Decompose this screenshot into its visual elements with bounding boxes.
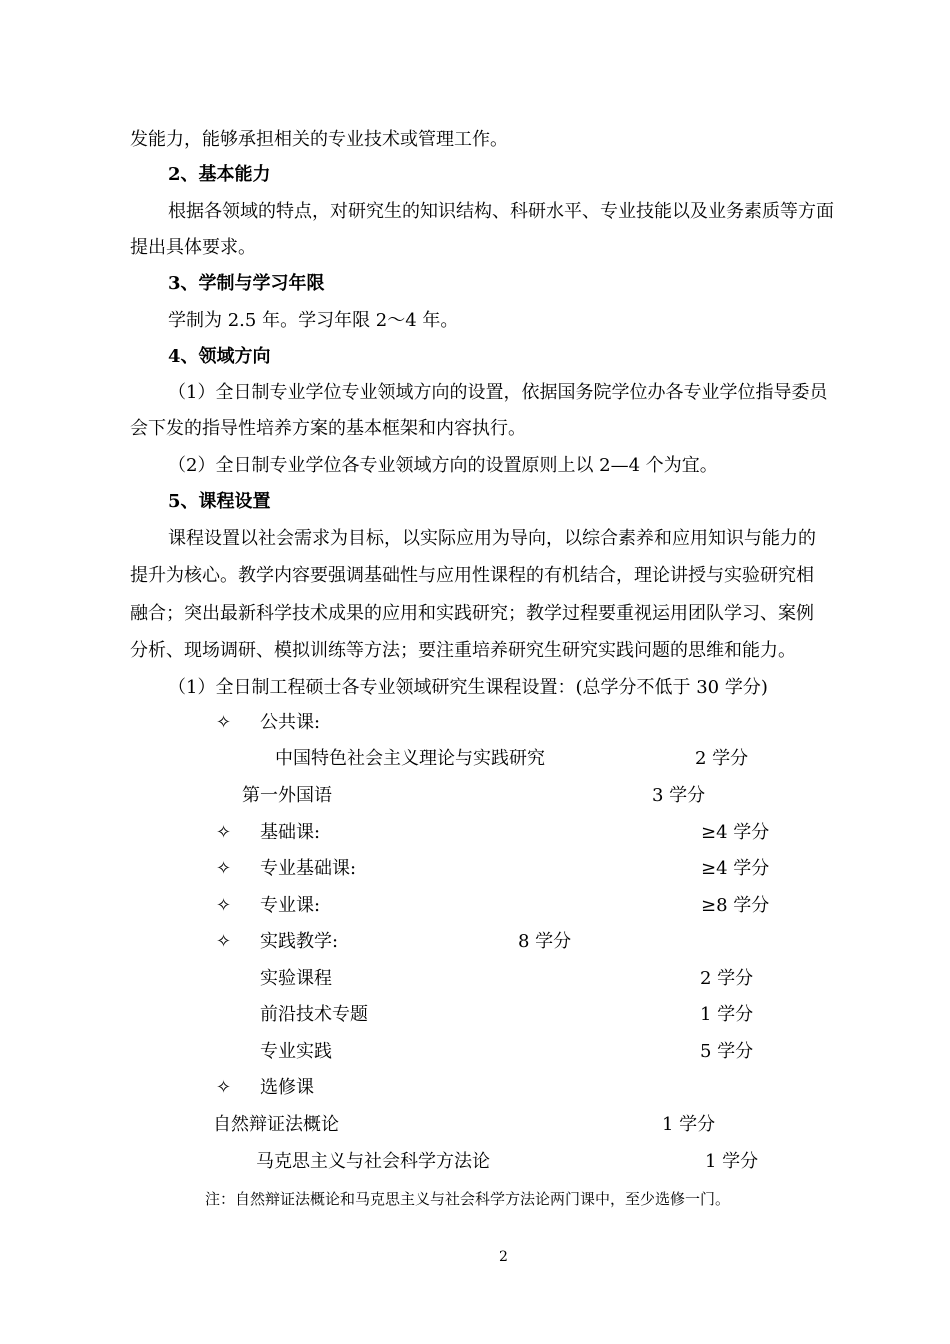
paragraph-line: （1）全日制专业学位专业领域方向的设置，依据国务院学位办各专业学位指导委员 bbox=[168, 382, 828, 403]
course-credit: 2 学分 bbox=[700, 968, 754, 989]
course-name: 第一外国语 bbox=[242, 785, 332, 806]
course-credit: ≥4 学分 bbox=[701, 858, 770, 879]
course-credit: 2 学分 bbox=[695, 748, 749, 769]
course-category-professional-basic: 专业基础课: bbox=[260, 858, 357, 879]
bullet-icon: ✧ bbox=[216, 931, 232, 952]
course-credit: 1 学分 bbox=[705, 1151, 759, 1172]
course-category-practice: 实践教学: bbox=[260, 931, 339, 952]
course-name: 专业实践 bbox=[260, 1041, 332, 1062]
paragraph-line: 学制为 2.5 年。学习年限 2～4 年。 bbox=[168, 310, 459, 331]
bullet-icon: ✧ bbox=[216, 1077, 232, 1098]
course-credit: ≥8 学分 bbox=[701, 895, 770, 916]
paragraph-line: （1）全日制工程硕士各专业领域研究生课程设置：(总学分不低于 30 学分) bbox=[168, 677, 768, 698]
course-category-professional: 专业课: bbox=[260, 895, 321, 916]
paragraph-line: 融合；突出最新科学技术成果的应用和实践研究；教学过程要重视运用团队学习、案例 bbox=[130, 603, 814, 624]
course-name: 实验课程 bbox=[260, 968, 332, 989]
course-credit: 1 学分 bbox=[662, 1114, 716, 1135]
course-category-basic: 基础课: bbox=[260, 822, 321, 843]
paragraph-line: 会下发的指导性培养方案的基本框架和内容执行。 bbox=[130, 418, 526, 439]
course-credit: 5 学分 bbox=[700, 1041, 754, 1062]
course-credit: 3 学分 bbox=[652, 785, 706, 806]
course-name: 前沿技术专题 bbox=[260, 1004, 368, 1025]
section-heading-basic-ability: 2、基本能力 bbox=[168, 164, 271, 185]
bullet-icon: ✧ bbox=[216, 895, 232, 916]
course-credit: 1 学分 bbox=[700, 1004, 754, 1025]
paragraph-line: 提出具体要求。 bbox=[130, 237, 256, 258]
course-credit: 8 学分 bbox=[518, 931, 572, 952]
course-category-elective: 选修课 bbox=[260, 1077, 314, 1098]
section-heading-fields: 4、领域方向 bbox=[168, 346, 271, 367]
paragraph-line: 根据各领域的特点，对研究生的知识结构、科研水平、专业技能以及业务素质等方面 bbox=[168, 201, 834, 222]
bullet-icon: ✧ bbox=[216, 858, 232, 879]
course-name: 马克思主义与社会科学方法论 bbox=[256, 1151, 490, 1172]
section-heading-curriculum: 5、课程设置 bbox=[168, 491, 271, 512]
course-category-public: 公共课: bbox=[260, 712, 321, 733]
footnote: 注：自然辩证法概论和马克思主义与社会科学方法论两门课中，至少选修一门。 bbox=[205, 1190, 731, 1208]
bullet-icon: ✧ bbox=[216, 712, 232, 733]
paragraph-line: 课程设置以社会需求为目标，以实际应用为导向，以综合素养和应用知识与能力的 bbox=[168, 528, 816, 549]
section-heading-duration: 3、学制与学习年限 bbox=[168, 273, 325, 294]
page-number: 2 bbox=[499, 1249, 508, 1265]
paragraph-line: （2）全日制专业学位各专业领域方向的设置原则上以 2—4 个为宜。 bbox=[168, 455, 718, 476]
paragraph-line: 提升为核心。教学内容要强调基础性与应用性课程的有机结合，理论讲授与实验研究相 bbox=[130, 565, 814, 586]
course-name: 中国特色社会主义理论与实践研究 bbox=[275, 748, 545, 769]
paragraph-line: 分析、现场调研、模拟训练等方法；要注重培养研究生研究实践问题的思维和能力。 bbox=[130, 640, 796, 661]
course-name: 自然辩证法概论 bbox=[213, 1114, 339, 1135]
paragraph-line: 发能力，能够承担相关的专业技术或管理工作。 bbox=[130, 129, 508, 150]
bullet-icon: ✧ bbox=[216, 822, 232, 843]
course-credit: ≥4 学分 bbox=[701, 822, 770, 843]
